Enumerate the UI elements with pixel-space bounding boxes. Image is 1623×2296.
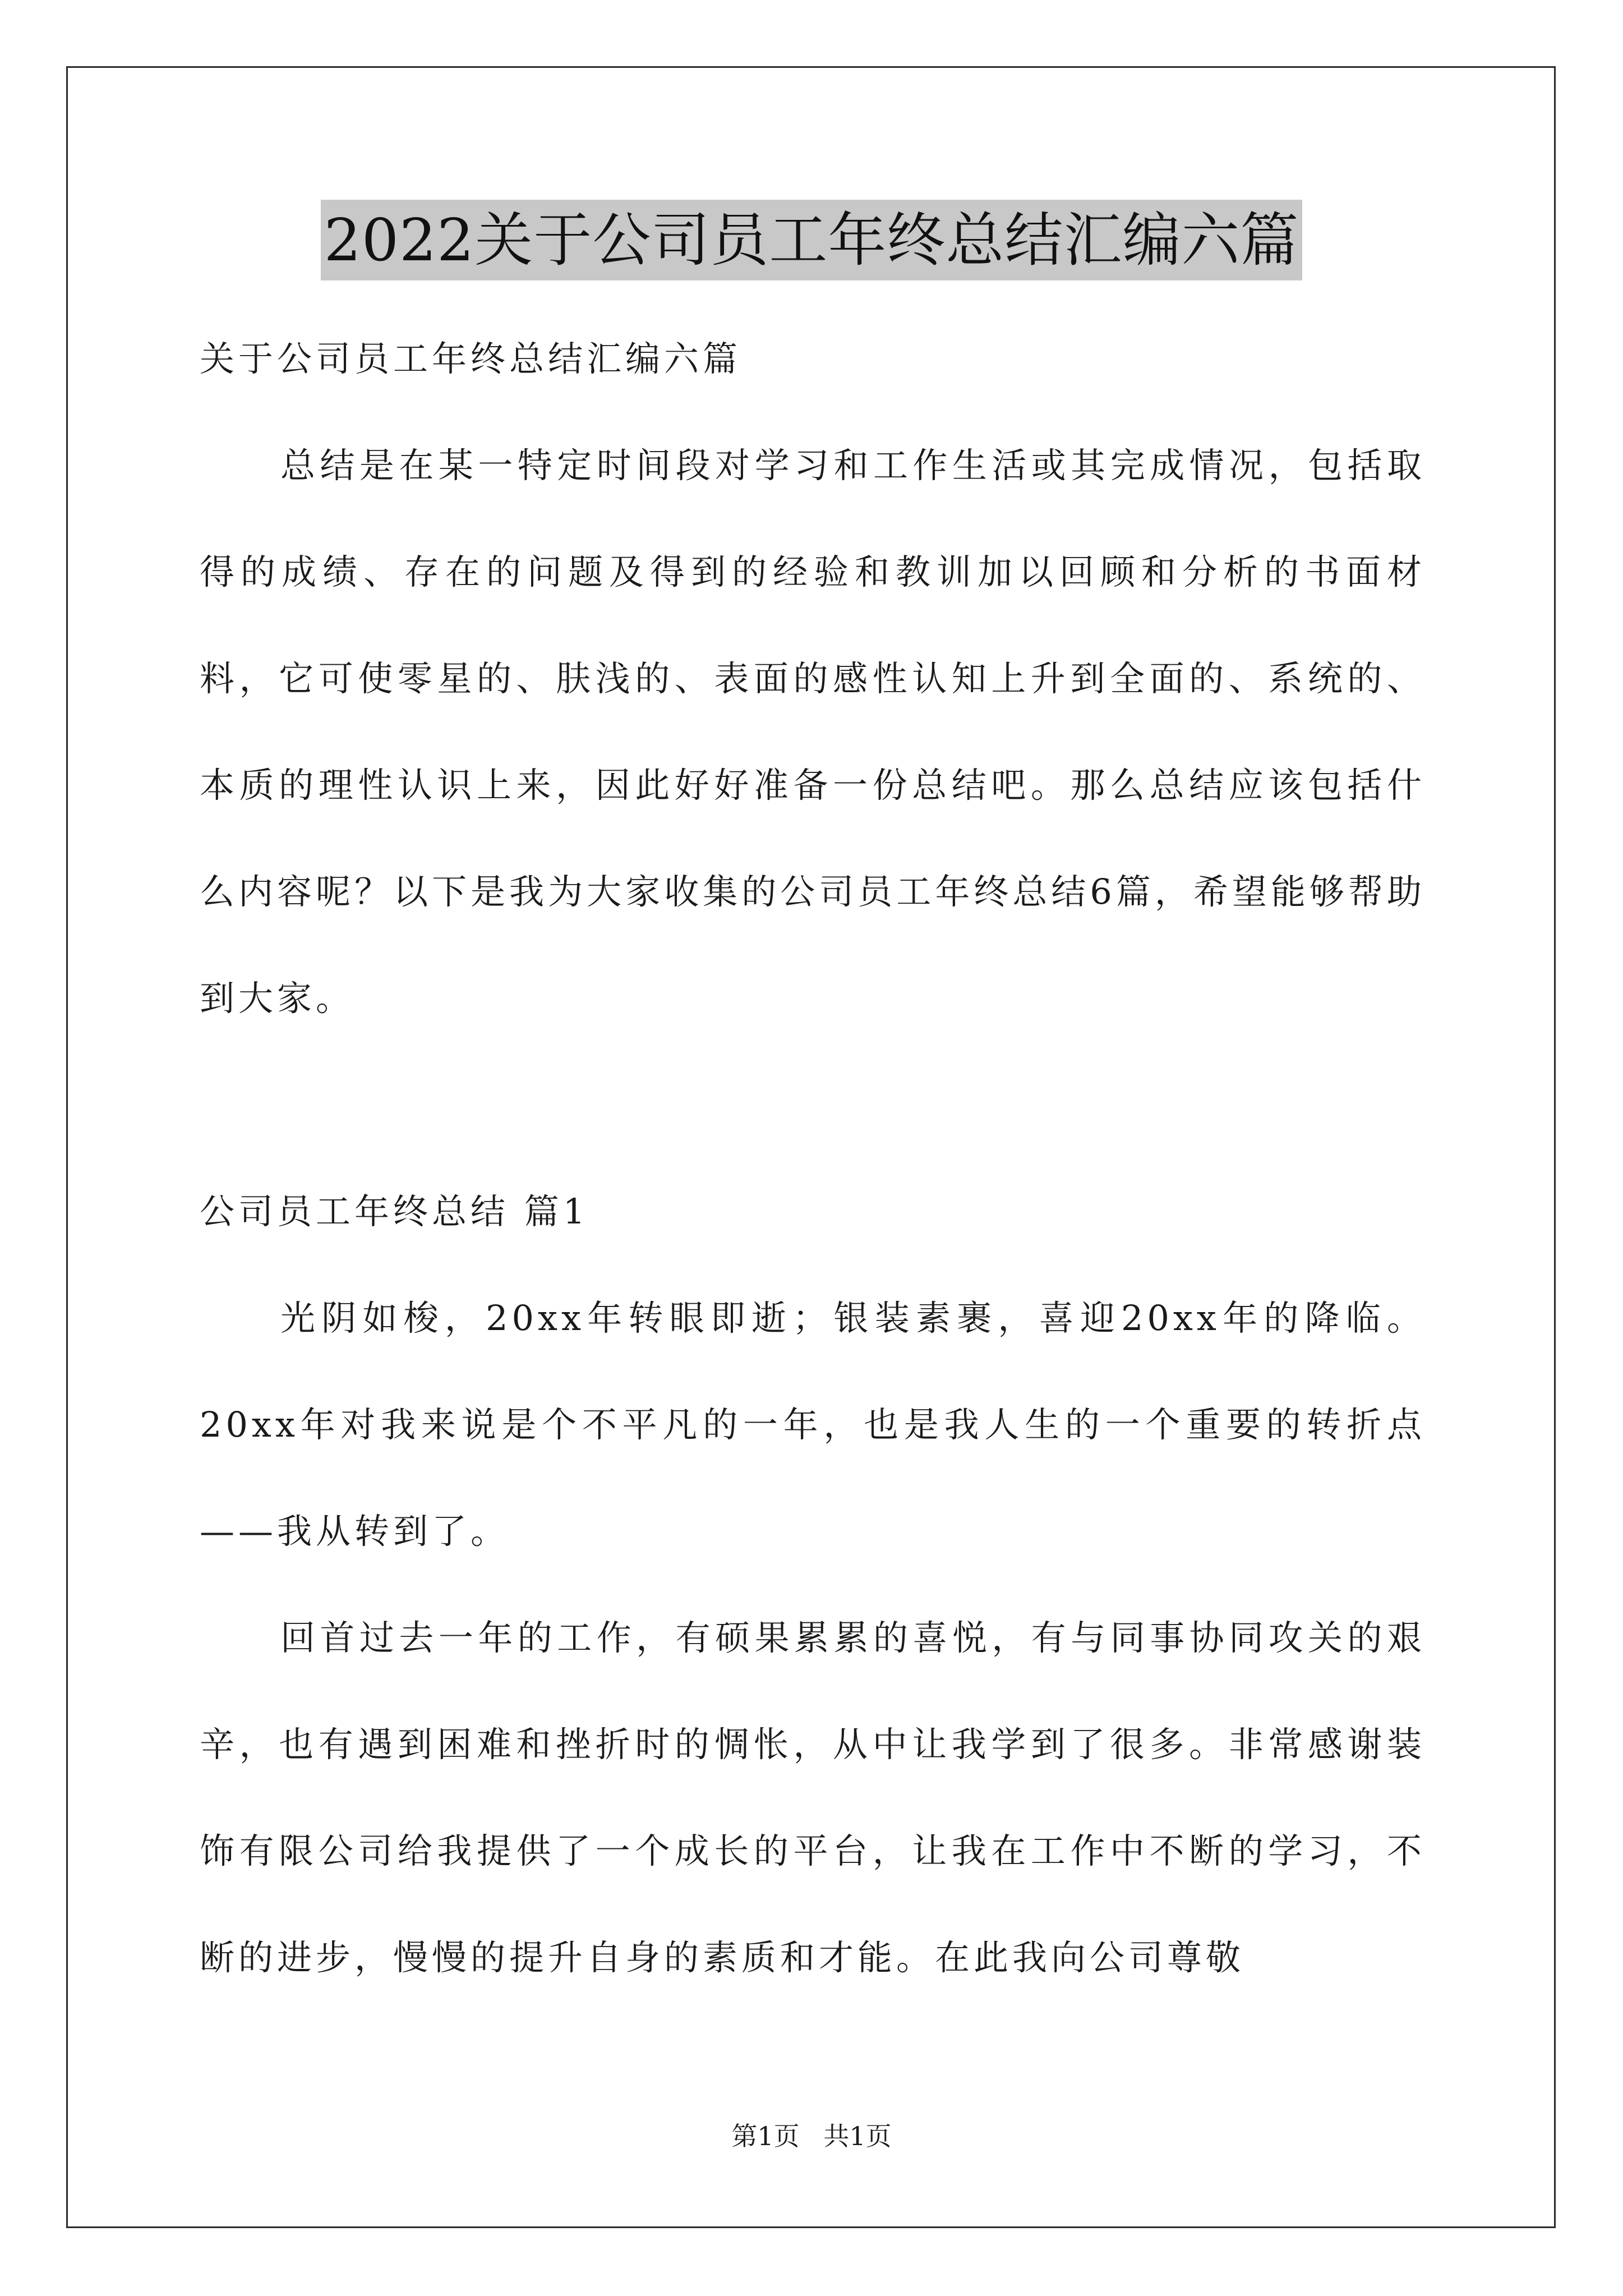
title-container	[0, 200, 1623, 280]
page-number: 第1页	[731, 2121, 800, 2151]
body-paragraph: 回首过去一年的工作，有硕果累累的喜悦，有与同事协同攻关的艰辛，也有遇到困难和挫折时的惆怅，从中让我学到了很多。非常感谢装饰有限公司给我提供了一个成长的平台，让我在工作中不断的学习，不断的进步，慢慢的提升自身的素质和才能。在此我向公司尊敬	[200, 1617, 1426, 1978]
document-body	[200, 306, 1426, 2011]
page-total: 共1页	[823, 2121, 892, 2151]
document-subtitle: 关于公司员工年终总结汇编六篇	[200, 338, 742, 379]
document-title: 2022关于公司员工年终总结汇编六篇	[321, 200, 1303, 280]
body-paragraph: 光阴如梭，20xx年转眼即逝；银装素裹，喜迎20xx年的降临。20xx年对我来说是个不平凡的一年，也是我人生的一个重要的转折点——我从转到了。	[200, 1297, 1426, 1552]
intro-paragraph: 总结是在某一特定时间段对学习和工作生活或其完成情况，包括取得的成绩、存在的问题及得到的经验和教训加以回顾和分析的书面材料，它可使零星的、肤浅的、表面的感性认知上升到全面的、系统的、本质的理性认识上来，因此好好准备一份总结吧。那么总结应该包括什么内容呢？以下是我为大家收集的公司员工年终总结6篇，希望能够帮助到大家。	[200, 445, 1426, 1019]
page-footer	[0, 2119, 1623, 2153]
section-heading: 公司员工年终总结 篇1	[200, 1191, 589, 1232]
